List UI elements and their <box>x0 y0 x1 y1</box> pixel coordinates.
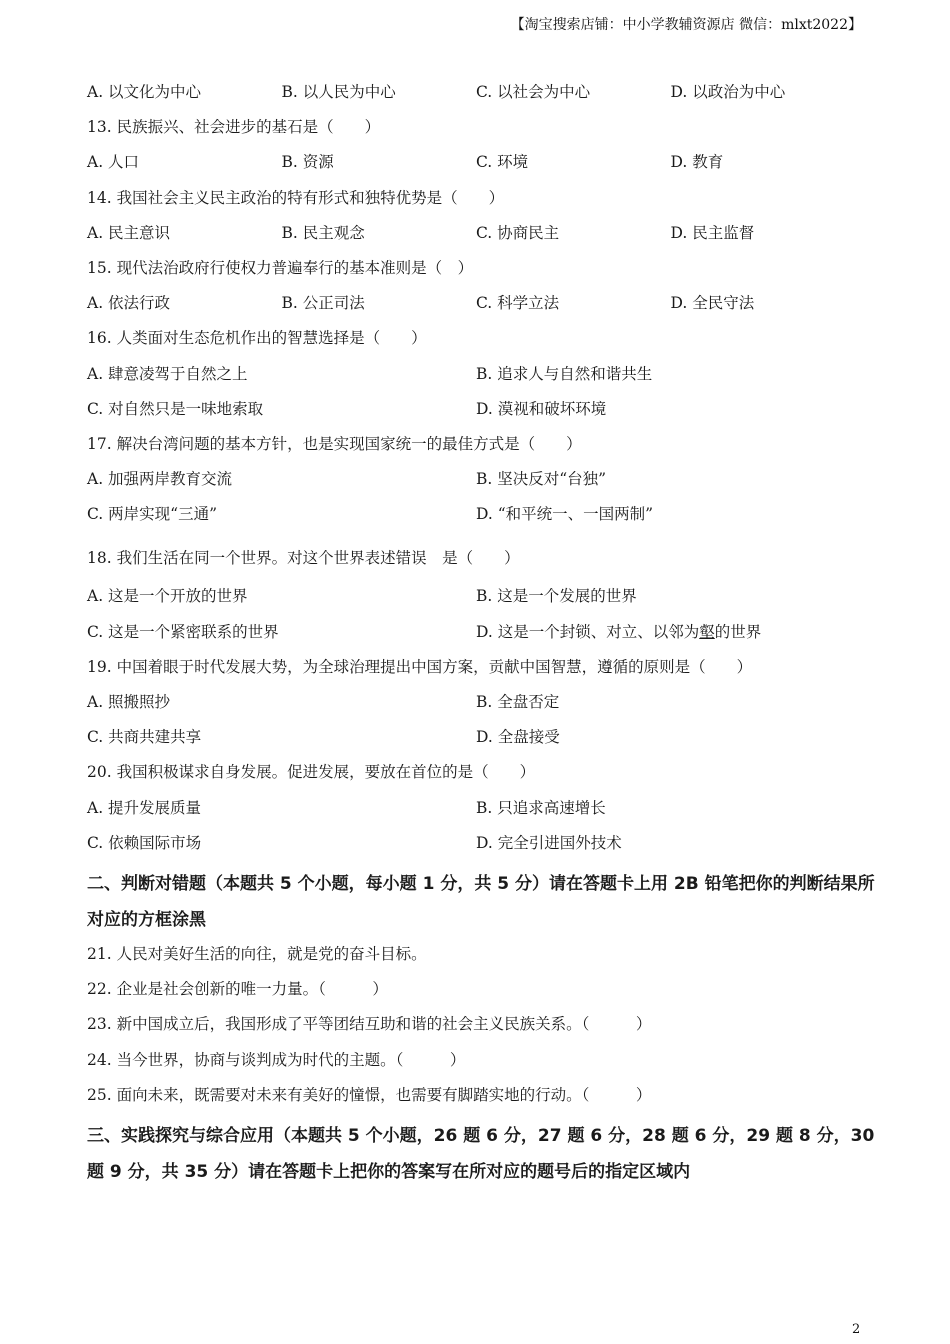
option-a: A. 人口 <box>87 153 140 172</box>
q15-stem: 15. 现代法治政府行使权力普遍奉行的基本准则是（ ） <box>87 258 474 277</box>
q19-options-row2 <box>87 723 887 758</box>
option-d-text-start: D. 这是一个封锁、对立、以邻为 <box>476 622 700 641</box>
option-b: B. 只追求高速增长 <box>476 798 606 817</box>
q18-stem: 18. 我们生活在同一个世界。对这个世界表述错误 是（ ） <box>87 549 520 568</box>
judgment-item: 24. 当今世界，协商与谈判成为时代的主题。（ ） <box>87 1050 466 1069</box>
q20-options-row2 <box>87 829 887 864</box>
q16-options-row1 <box>87 360 887 395</box>
q20-options-row1 <box>87 794 887 829</box>
q13-options <box>87 148 887 183</box>
option-c: C. 环境 <box>476 153 529 172</box>
watermark-header: 【淘宝搜索店铺：中小学教辅资源店 微信：mlxt2022】 <box>510 17 862 33</box>
option-c: C. 对自然只是一味地索取 <box>87 399 264 418</box>
option-b: B. 公正司法 <box>281 294 365 313</box>
judgment-item: 21. 人民对美好生活的向往，就是党的奋斗目标。 <box>87 944 427 963</box>
q19-stem: 19. 中国着眼于时代发展大势，为全球治理提出中国方案，贡献中国智慧，遵循的原则是（ ） <box>87 657 753 676</box>
option-b: B. 民主观念 <box>281 223 365 242</box>
q14-options <box>87 219 887 254</box>
q14-stem: 14. 我国社会主义民主政治的特有形式和独特优势是（ ） <box>87 188 505 207</box>
option-a: A. 依法行政 <box>87 294 171 313</box>
q13-stem: 13. 民族振兴、社会进步的基石是（ ） <box>87 118 381 137</box>
option-b: B. 资源 <box>281 153 334 172</box>
judgment-item: 22. 企业是社会创新的唯一力量。（ ） <box>87 980 388 999</box>
option-c: C. 共商共建共享 <box>87 728 202 747</box>
option-b: B. 这是一个发展的世界 <box>476 587 637 606</box>
q17-stem: 17. 解决台湾问题的基本方针，也是实现国家统一的最佳方式是（ ） <box>87 434 582 453</box>
option-b: B. 追求人与自然和谐共生 <box>476 364 653 383</box>
option-c: C. 协商民主 <box>476 223 560 242</box>
q18-options-row2 <box>87 618 887 653</box>
q20-stem: 20. 我国积极谋求自身发展。促进发展，要放在首位的是（ ） <box>87 763 536 782</box>
option-b: B. 全盘否定 <box>476 693 560 711</box>
q15-options <box>87 289 887 324</box>
option-d: D. 全民守法 <box>670 294 755 313</box>
option-a: A. 加强两岸教育交流 <box>87 470 233 489</box>
q16-options-row2 <box>87 395 887 430</box>
q17-options-row1 <box>87 465 887 500</box>
option-c: C. 两岸实现“三通” <box>87 505 218 524</box>
option-c: C. 依赖国际市场 <box>87 833 202 852</box>
option-a: A. 民主意识 <box>87 223 171 242</box>
option-b: B. 坚决反对“台独” <box>476 470 607 489</box>
q17-options-row2 <box>87 500 887 535</box>
option-d: D. 全盘接受 <box>476 728 560 747</box>
q16-stem: 16. 人类面对生态危机作出的智慧选择是（ ） <box>87 329 427 348</box>
option-b: B. 以人民为中心 <box>281 83 396 101</box>
option-a: A. 照搬照抄 <box>87 693 171 711</box>
option-d: D. 漠视和破坏环境 <box>476 399 607 418</box>
option-a: A. 这是一个开放的世界 <box>87 587 248 606</box>
option-c: C. 以社会为中心 <box>476 83 591 101</box>
q12-options <box>87 78 887 113</box>
option-a: A. 提升发展质量 <box>87 798 202 817</box>
option-d <box>476 618 865 653</box>
option-d: D. 完全引进国外技术 <box>476 833 622 852</box>
option-d: D. “和平统一、一国两制” <box>476 505 654 524</box>
option-d: D. 教育 <box>670 153 724 172</box>
option-a: A. 以文化为中心 <box>87 83 202 101</box>
page-number: 2 <box>852 1322 861 1337</box>
option-d-text-end: 的世界 <box>714 622 762 641</box>
underlined-character: 壑 <box>699 622 715 641</box>
option-d: D. 民主监督 <box>670 223 755 242</box>
option-c: C. 科学立法 <box>476 294 560 313</box>
q19-options-row1 <box>87 688 887 723</box>
section-3-heading: 三、实践探究与综合应用（本题共 5 个小题，26 题 6 分，27 题 6 分，28 题 6 分，29 题 8 分，30 题 9 分，共 35 分）请在答题卡上把你的答案写在所对应的题号后的指定区域内 <box>87 1125 875 1182</box>
option-c: C. 这是一个紧密联系的世界 <box>87 622 279 641</box>
section-2-heading: 二、判断对错题（本题共 5 个小题，每小题 1 分，共 5 分）请在答题卡上用 2B 铅笔把你的判断结果所对应的方框涂黑 <box>87 873 875 930</box>
q18-options-row1 <box>87 582 887 617</box>
option-a: A. 肆意凌驾于自然之上 <box>87 364 248 383</box>
option-d: D. 以政治为中心 <box>670 83 786 101</box>
judgment-item: 25. 面向未来，既需要对未来有美好的憧憬，也需要有脚踏实地的行动。（ ） <box>87 1085 652 1104</box>
exam-content <box>87 78 887 1190</box>
judgment-item: 23. 新中国成立后，我国形成了平等团结互助和谐的社会主义民族关系。（ ） <box>87 1015 652 1034</box>
